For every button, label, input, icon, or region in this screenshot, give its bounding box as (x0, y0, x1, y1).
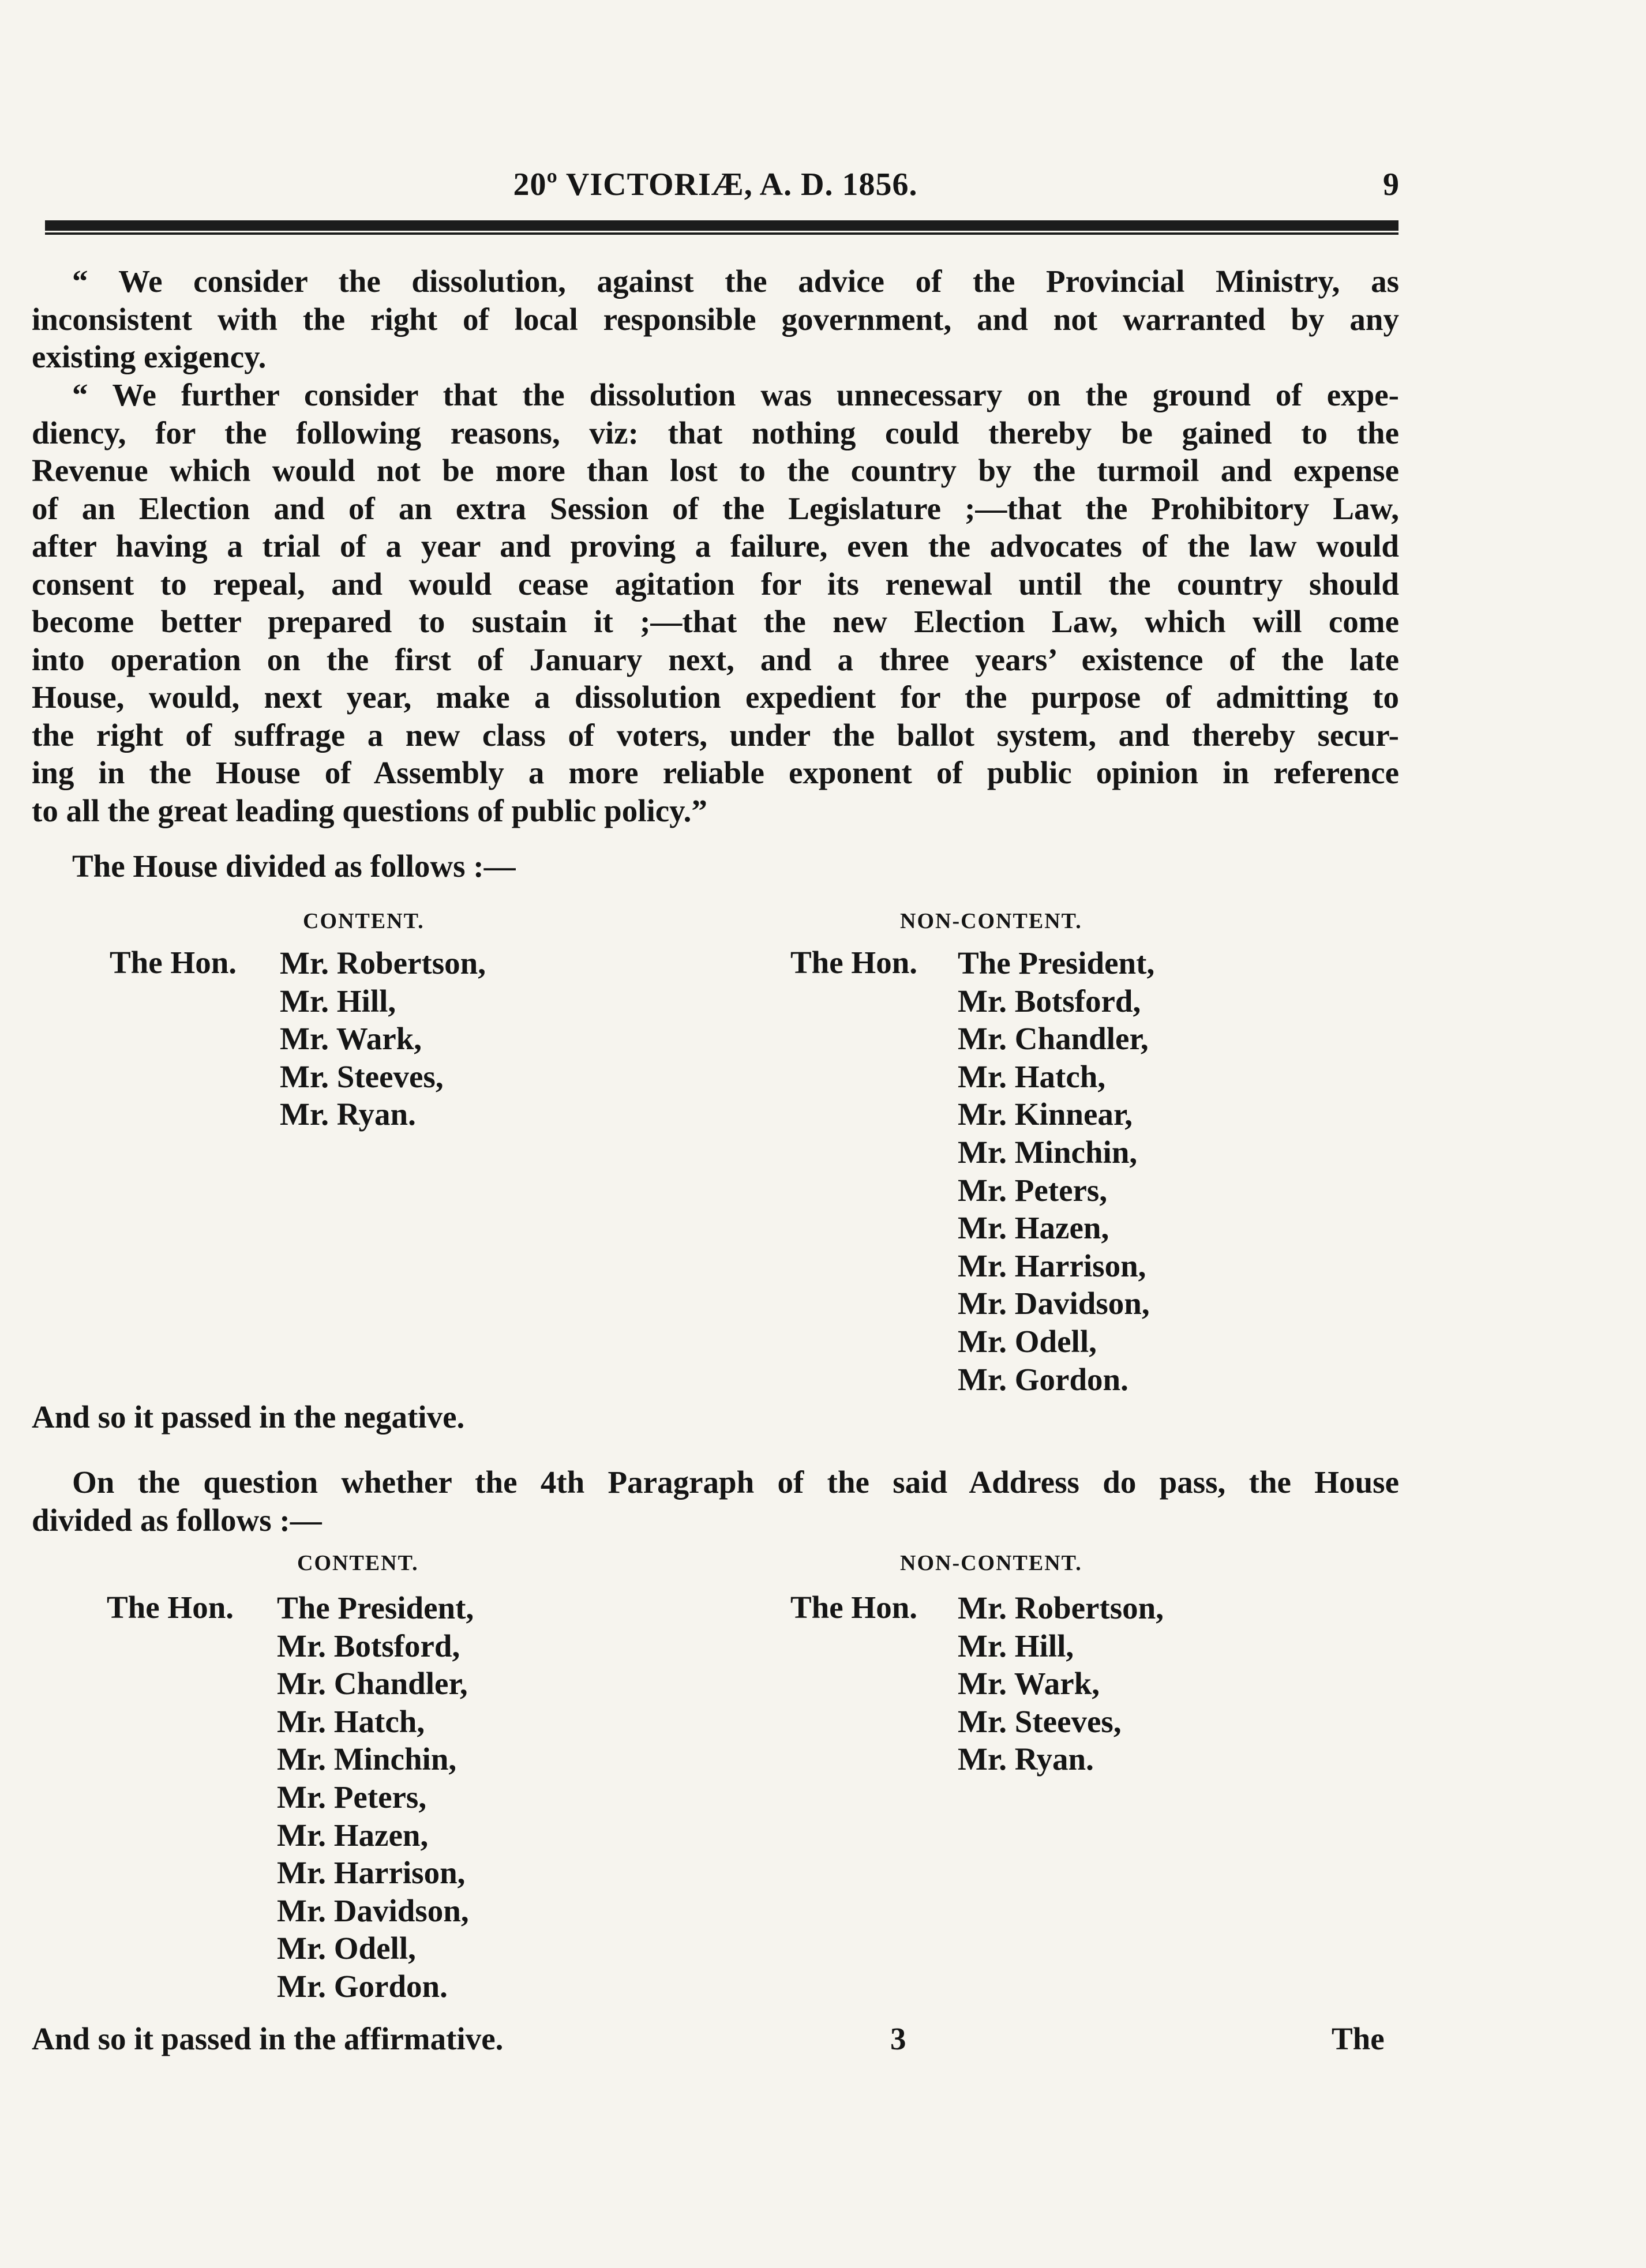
hon-prefix: The Hon. (790, 1590, 918, 1625)
text-line: to all the great leading questions of public policy.” (32, 793, 707, 828)
text-line: after having a trial of a year and proving a failure, even the advocates of the law would (32, 528, 1399, 564)
member-name: Mr. Ryan. (280, 1097, 416, 1132)
member-name: Mr. Botsford, (958, 983, 1141, 1019)
running-header (32, 166, 1399, 212)
non-content-heading: NON-CONTENT. (900, 1551, 1082, 1575)
question-paragraph (32, 1463, 1399, 1539)
member-name: Mr. Wark, (280, 1021, 422, 1057)
signature-mark: 3 (890, 2021, 906, 2056)
content-heading: CONTENT. (303, 909, 425, 933)
member-name: Mr. Gordon. (277, 1968, 448, 2004)
member-name: Mr. Odell, (958, 1323, 1097, 1359)
division-intro: The House divided as follows :— (72, 848, 516, 884)
text-line: existing exigency. (32, 339, 267, 374)
member-name: Mr. Minchin, (958, 1134, 1138, 1170)
member-name: Mr. Odell, (277, 1931, 416, 1966)
member-name: The President, (277, 1590, 474, 1625)
member-name: Mr. Hill, (958, 1628, 1074, 1664)
hon-prefix: The Hon. (107, 1590, 234, 1625)
member-name: Mr. Hatch, (958, 1058, 1106, 1094)
member-name: Mr. Peters, (958, 1172, 1108, 1208)
text-line: “ We further consider that the dissolution was unnecessary on the ground of expe- (72, 377, 1399, 412)
member-name: Mr. Peters, (277, 1779, 427, 1815)
member-name: Mr. Botsford, (277, 1628, 460, 1664)
text-line: Revenue which would not be more than lost to the country by the turmoil and expense (32, 453, 1399, 488)
text-line: On the question whether the 4th Paragraph of the said Address do pass, the House (72, 1465, 1399, 1500)
text-line: become better prepared to sustain it ;—that the new Election Law, which will come (32, 604, 1399, 639)
member-name: Mr. Kinnear, (958, 1097, 1133, 1132)
member-name: Mr. Chandler, (277, 1666, 468, 1702)
member-name: Mr. Hill, (280, 983, 396, 1019)
text-line: House, would, next year, make a dissolution expedient for the purpose of admitting to (32, 679, 1399, 715)
member-name: Mr. Davidson, (958, 1286, 1150, 1321)
text-line: inconsistent with the right of local responsible government, and not warranted by any (32, 301, 1399, 337)
division-result: And so it passed in the affirmative. (32, 2021, 504, 2056)
member-name: Mr. Robertson, (958, 1590, 1164, 1625)
text-line: “ We consider the dissolution, against the advice of the Provincial Ministry, as (72, 264, 1399, 299)
hon-prefix: The Hon. (110, 945, 237, 980)
page-number: 9 (1383, 167, 1399, 202)
text-line: the right of suffrage a new class of voters, under the ballot system, and thereby secur- (32, 717, 1399, 753)
member-name: Mr. Minchin, (277, 1741, 457, 1777)
member-name: Mr. Harrison, (958, 1248, 1146, 1283)
content-heading: CONTENT. (297, 1551, 419, 1575)
content-names-list (280, 944, 486, 1133)
member-name: Mr. Davidson, (277, 1892, 469, 1928)
member-name: Mr. Hatch, (277, 1703, 425, 1739)
non-content-names-list (958, 944, 1154, 1398)
text-line: into operation on the first of January next, and a three years’ existence of the late (32, 641, 1399, 677)
member-name: Mr. Hazen, (277, 1817, 429, 1853)
non-content-names-list (958, 1589, 1164, 1778)
member-name: Mr. Robertson, (280, 945, 486, 981)
member-name: Mr. Steeves, (958, 1703, 1122, 1739)
catchword: The (1332, 2021, 1385, 2056)
non-content-heading: NON-CONTENT. (900, 909, 1082, 933)
text-line: ing in the House of Assembly a more reliable exponent of public opinion in reference (32, 755, 1399, 790)
paragraph-expediency (32, 376, 1399, 829)
member-name: The President, (958, 945, 1155, 981)
text-line: diency, for the following reasons, viz: that nothing could thereby be gained to the (32, 415, 1399, 450)
paragraph-dissolution (32, 262, 1399, 376)
header-title: 20º VICTORIÆ, A. D. 1856. (513, 167, 918, 202)
header-rule-thick (45, 220, 1398, 231)
member-name: Mr. Gordon. (958, 1361, 1128, 1397)
member-name: Mr. Ryan. (958, 1741, 1094, 1777)
member-name: Mr. Wark, (958, 1666, 1100, 1702)
header-rule-thin (45, 232, 1398, 235)
member-name: Mr. Steeves, (280, 1058, 444, 1094)
member-name: Mr. Chandler, (958, 1021, 1149, 1057)
hon-prefix: The Hon. (790, 945, 918, 980)
division-result: And so it passed in the negative. (32, 1399, 465, 1435)
member-name: Mr. Hazen, (958, 1210, 1109, 1246)
text-line: divided as follows :— (32, 1502, 322, 1538)
text-line: consent to repeal, and would cease agitation for its renewal until the country should (32, 566, 1399, 602)
text-line: of an Election and of an extra Session of the Legislature ;—that the Prohibitory Law, (32, 490, 1399, 526)
content-names-list (277, 1589, 474, 2006)
member-name: Mr. Harrison, (277, 1855, 466, 1891)
